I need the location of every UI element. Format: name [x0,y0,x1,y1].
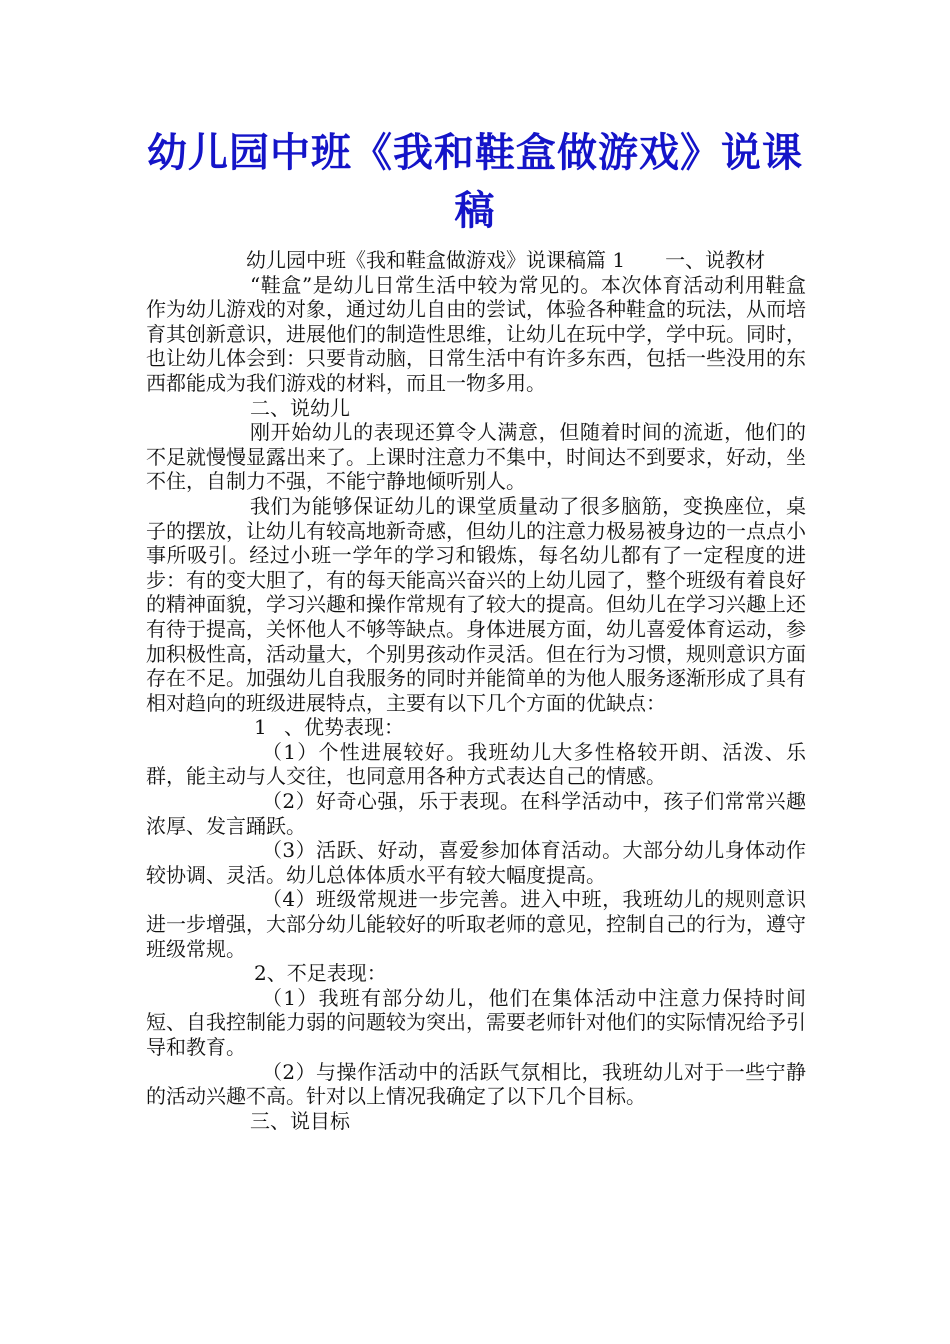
section-heading-children: 二、说幼儿 [250,395,350,420]
paragraph-teaching-material: “鞋盒”是幼儿日常生活中较为常见的。本次体育活动利用鞋盒作为幼儿游戏的对象，通过幼儿自由的尝试，体验各种鞋盒的玩法，从而培育其创新意识，进展他们的制造性思维，让幼儿在玩中学，学中玩。同时，也让幼儿体会到：只要肯动脑，日常生活中有许多东西，包括一些没用的东西都能成为我们游戏的材料，而且一物多用。 [146,272,806,395]
document-body [146,248,806,1133]
weakness-item-2: （2）与操作活动中的活跃气氛相比，我班幼儿对于一些宁静的活动兴趣不高。针对以上情况我确定了以下几个目标。 [146,1059,806,1109]
document-title: 幼儿园中班《我和鞋盒做游戏》说课稿 [147,129,803,234]
strength-item-4: （4）班级常规进一步完善。进入中班，我班幼儿的规则意识进一步增强，大部分幼儿能较好的听取老师的意见，控制自己的行为，遵守班级常规。 [146,887,806,961]
strength-item-2: （2）好奇心强，乐于表现。在科学活动中，孩子们常常兴趣浓厚、发言踊跃。 [146,789,806,838]
paragraph-children-2: 我们为能够保证幼儿的课堂质量动了很多脑筋，变换座位，桌子的摆放，让幼儿有较高地新奇感，但幼儿的注意力极易被身边的一点点小事所吸引。经过小班一学年的学习和锻炼，每名幼儿都有了一定程度的进步：有的变大胆了，有的每天能高兴奋兴的上幼儿园了，整个班级有着良好的精神面貌，学习兴趣和操作常规有了较大的提高。但幼儿在学习兴趣上还有待于提高，关怀他人不够等缺点。身体进展方面，幼儿喜爱体育运动，参加积极性高，活动量大，个别男孩动作灵活。但在行为习惯，规则意识方面存在不足。加强幼儿自我服务的同时并能简单的为他人服务逐渐形成了具有相对趋向的班级进展特点，主要有以下几个方面的优缺点： [146,493,806,715]
subheading-strengths-text: 、优势表现： [284,715,404,740]
subheading-strengths [146,715,806,740]
intro-line: 幼儿园中班《我和鞋盒做游戏》说课稿篇 1 一、说教材 [246,248,766,272]
section-heading-goals: 三、说目标 [250,1108,350,1133]
subheading-strengths-number: 1 [254,715,267,740]
paragraph-children-1: 刚开始幼儿的表现还算令人满意，但随着时间的流逝，他们的不足就慢慢显露出来了。上课时注意力不集中，时间达不到要求，好动，坐不住，自制力不强，不能宁静地倾听别人。 [146,420,806,494]
strength-item-3: （3）活跃、好动，喜爱参加体育活动。大部分幼儿身体动作较协调、灵活。幼儿总体体质水平有较大幅度提高。 [146,838,806,887]
subheading-weaknesses: 2、不足表现： [254,961,387,986]
strength-item-1: （1）个性进展较好。我班幼儿大多性格较开朗、活泼、乐群，能主动与人交往，也同意用各种方式表达自己的情感。 [146,739,806,789]
weakness-item-1: （1）我班有部分幼儿，他们在集体活动中注意力保持时间短、自我控制能力弱的问题较为突出，需要老师针对他们的实际情况给予引导和教育。 [146,985,806,1059]
